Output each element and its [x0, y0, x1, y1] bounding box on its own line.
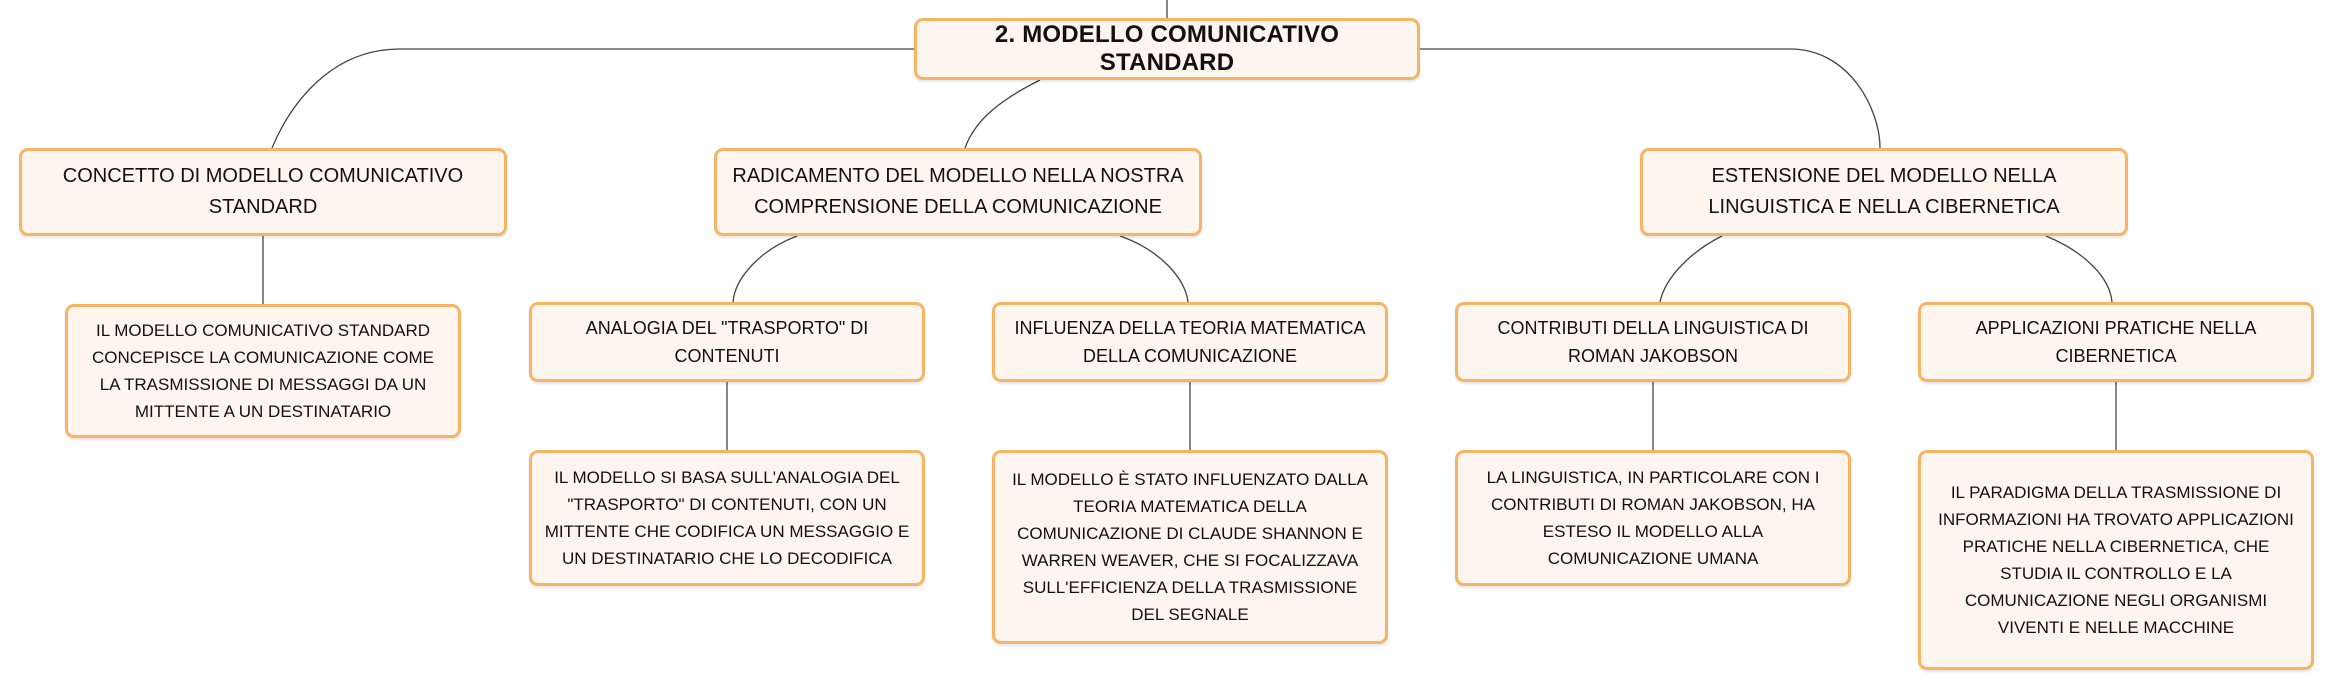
topic-label: CONCETTO DI MODELLO COMUNICATIVO STANDARD — [62, 165, 464, 218]
connector-root-branch-3 — [1420, 49, 1880, 148]
connector-branch-3-child-2 — [2046, 236, 2112, 302]
subtopic-label: CONTRIBUTI DELLA LINGUISTICA DI ROMAN JAKOBSON — [1497, 318, 1809, 366]
detail-applicazioni-cibernetica[interactable] — [1918, 450, 2314, 670]
root-topic[interactable] — [914, 18, 1420, 80]
connector-branch-2-child-1 — [733, 236, 797, 302]
detail-contributi-jakobson[interactable] — [1455, 450, 1851, 586]
detail-concetto-modello[interactable] — [65, 304, 461, 438]
detail-influenza-teoria[interactable] — [992, 450, 1388, 644]
detail-text: IL PARADIGMA DELLA TRASMISSIONE DI INFORMAZIONI HA TROVATO APPLICAZIONI PRATICHE NELLA CIBERNETICA, CHE STUDIA IL CONTROLLO E LA COMUNICAZIONE NEGLI ORGANISMI VIVENTI E NELLE MACCHINE — [1938, 483, 2294, 637]
subtopic-label: APPLICAZIONI PRATICHE NELLA CIBERNETICA — [1975, 318, 2257, 366]
connector-branch-3-child-1 — [1660, 236, 1722, 302]
subtopic-applicazioni-cibernetica[interactable] — [1918, 302, 2314, 382]
detail-text: IL MODELLO COMUNICATIVO STANDARD CONCEPISCE LA COMUNICAZIONE COME LA TRASMISSIONE DI MESSAGGI DA UN MITTENTE A UN DESTINATARIO — [92, 321, 434, 421]
topic-radicamento-modello[interactable] — [714, 148, 1202, 236]
connector-root-branch-1 — [272, 49, 914, 148]
topic-estensione-modello[interactable] — [1640, 148, 2128, 236]
root-topic-label: 2. MODELLO COMUNICATIVO STANDARD — [994, 21, 1340, 76]
connector-branch-2-child-2 — [1120, 236, 1188, 302]
connector-root-branch-2 — [965, 80, 1040, 148]
topic-label: ESTENSIONE DEL MODELLO NELLA LINGUISTICA E NELLA CIBERNETICA — [1708, 165, 2060, 218]
topic-concetto-modello[interactable] — [19, 148, 507, 236]
subtopic-analogia-trasporto[interactable] — [529, 302, 925, 382]
subtopic-contributi-jakobson[interactable] — [1455, 302, 1851, 382]
detail-text: LA LINGUISTICA, IN PARTICOLARE CON I CONTRIBUTI DI ROMAN JAKOBSON, HA ESTESO IL MODELLO ALLA COMUNICAZIONE UMANA — [1486, 468, 1820, 568]
subtopic-label: ANALOGIA DEL "TRASPORTO" DI CONTENUTI — [585, 318, 869, 366]
topic-label: RADICAMENTO DEL MODELLO NELLA NOSTRA COMPRENSIONE DELLA COMUNICAZIONE — [732, 165, 1184, 218]
detail-analogia-trasporto[interactable] — [529, 450, 925, 586]
subtopic-influenza-teoria[interactable] — [992, 302, 1388, 382]
detail-text: IL MODELLO SI BASA SULL'ANALOGIA DEL "TRASPORTO" DI CONTENUTI, CON UN MITTENTE CHE CODIFICA UN MESSAGGIO E UN DESTINATARIO CHE LO DECODIFICA — [544, 468, 910, 568]
subtopic-label: INFLUENZA DELLA TEORIA MATEMATICA DELLA COMUNICAZIONE — [1014, 318, 1366, 366]
detail-text: IL MODELLO È STATO INFLUENZATO DALLA TEORIA MATEMATICA DELLA COMUNICAZIONE DI CLAUDE SHANNON E WARREN WEAVER, CHE SI FOCALIZZAVA SULL'EFFICIENZA DELLA TRASMISSIONE DEL SEGNALE — [1012, 470, 1368, 624]
